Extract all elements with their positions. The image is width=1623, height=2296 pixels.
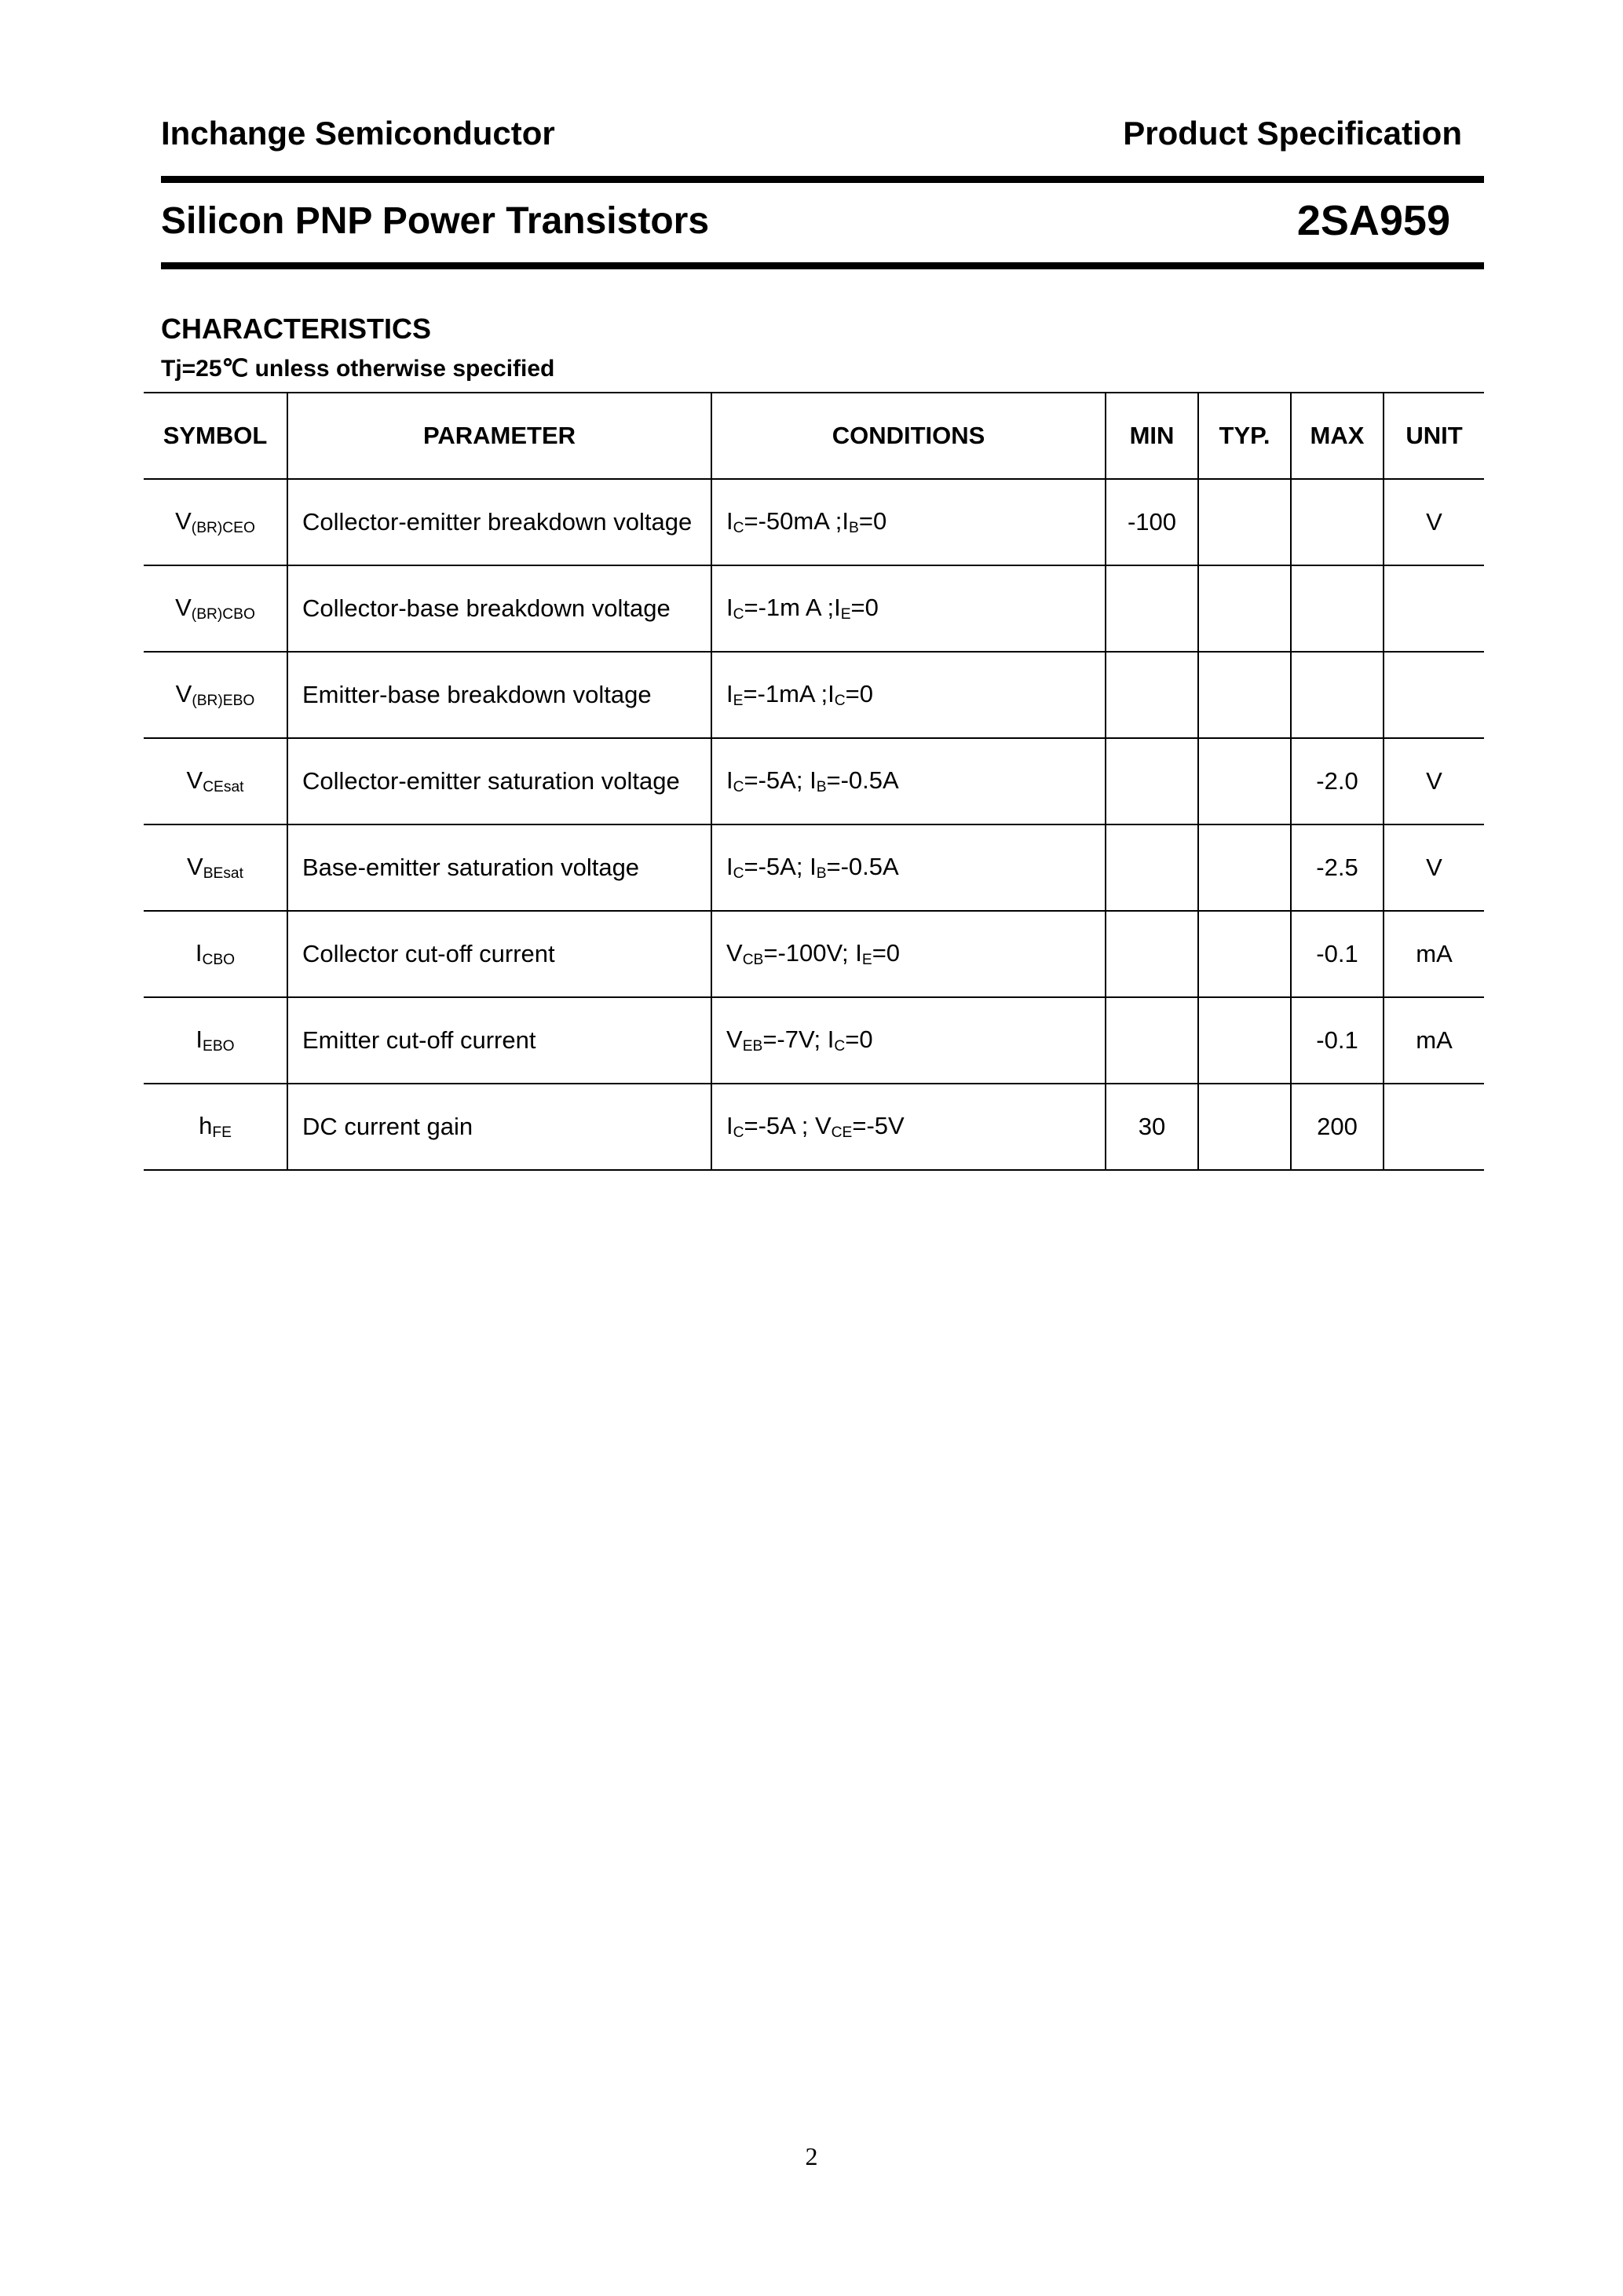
text-segment: =-0.5A — [826, 766, 899, 794]
table-row — [144, 997, 1484, 1084]
text-segment: V — [726, 1025, 743, 1053]
cell-symbol — [144, 652, 287, 738]
text-segment: =0 — [858, 506, 887, 535]
text-segment: V — [186, 766, 203, 794]
table-row — [144, 911, 1484, 997]
subscript: B — [816, 865, 827, 883]
cell-conditions — [711, 911, 1106, 997]
cell-typ — [1198, 824, 1291, 911]
cell-symbol — [144, 738, 287, 824]
cell-max: -2.0 — [1291, 738, 1384, 824]
text-segment: I — [726, 506, 733, 535]
cell-min: -100 — [1106, 479, 1198, 565]
text-segment: V — [187, 852, 203, 880]
text-segment: =-5A; I — [744, 766, 817, 794]
subscript: C — [733, 779, 744, 796]
text-segment: I — [726, 593, 733, 621]
subscript: C — [733, 606, 744, 623]
cell-conditions — [711, 997, 1106, 1084]
text-segment: h — [199, 1111, 213, 1139]
subscript: CE — [831, 1124, 853, 1142]
cell-parameter: Base-emitter saturation voltage — [287, 824, 711, 911]
cell-max — [1291, 652, 1384, 738]
table-row — [144, 565, 1484, 652]
cell-min — [1106, 738, 1198, 824]
subscript: C — [733, 1124, 744, 1142]
text-segment: =-7V; I — [762, 1025, 835, 1053]
header-conditions: CONDITIONS — [711, 393, 1106, 479]
cell-typ — [1198, 997, 1291, 1084]
cell-conditions — [711, 565, 1106, 652]
text-segment: =-100V; I — [763, 938, 862, 967]
text-segment: =-5V — [852, 1111, 905, 1139]
cell-unit — [1384, 565, 1484, 652]
product-title: Silicon PNP Power Transistors — [161, 200, 710, 242]
table-row — [144, 479, 1484, 565]
subscript: E — [733, 693, 744, 710]
text-segment: I — [195, 938, 203, 967]
text-segment: V — [175, 506, 192, 535]
cell-unit: V — [1384, 479, 1484, 565]
cell-conditions — [711, 479, 1106, 565]
cell-min — [1106, 997, 1198, 1084]
company-name: Inchange Semiconductor — [161, 115, 555, 152]
cell-conditions — [711, 824, 1106, 911]
cell-min — [1106, 652, 1198, 738]
subscript: C — [834, 1038, 846, 1055]
header-parameter: PARAMETER — [287, 393, 711, 479]
condition-note: Tj=25℃ unless otherwise specified — [161, 356, 555, 382]
text-segment: I — [726, 679, 733, 707]
cell-parameter: DC current gain — [287, 1084, 711, 1170]
text-segment: =-1m A ;I — [744, 593, 841, 621]
text-segment: =-5A ; V — [744, 1111, 832, 1139]
text-segment: V — [175, 593, 192, 621]
header-typ: TYP. — [1198, 393, 1291, 479]
cell-parameter: Emitter-base breakdown voltage — [287, 652, 711, 738]
cell-min: 30 — [1106, 1084, 1198, 1170]
cell-max: -2.5 — [1291, 824, 1384, 911]
cell-unit: mA — [1384, 911, 1484, 997]
cell-unit: V — [1384, 824, 1484, 911]
cell-unit — [1384, 652, 1484, 738]
subscript: B — [816, 779, 827, 796]
text-segment: =-0.5A — [826, 852, 899, 880]
cell-unit: V — [1384, 738, 1484, 824]
cell-symbol — [144, 824, 287, 911]
cell-symbol — [144, 911, 287, 997]
subscript: (BR)CEO — [191, 520, 255, 537]
section-title: CHARACTERISTICS — [161, 313, 432, 345]
header-max: MAX — [1291, 393, 1384, 479]
characteristics-table — [144, 392, 1484, 1171]
table-row — [144, 824, 1484, 911]
text-segment: =-1mA ;I — [743, 679, 835, 707]
subscript: EB — [742, 1038, 763, 1055]
table-body — [144, 479, 1484, 1170]
text-segment: =0 — [850, 593, 879, 621]
text-segment: I — [196, 1025, 203, 1053]
table-header-row — [144, 393, 1484, 479]
cell-max: -0.1 — [1291, 911, 1384, 997]
text-segment: V — [175, 679, 192, 707]
cell-unit: mA — [1384, 997, 1484, 1084]
text-segment: =0 — [872, 938, 901, 967]
cell-min — [1106, 565, 1198, 652]
header-min: MIN — [1106, 393, 1198, 479]
cell-conditions — [711, 1084, 1106, 1170]
cell-min — [1106, 911, 1198, 997]
table-row — [144, 652, 1484, 738]
cell-unit — [1384, 1084, 1484, 1170]
subscript: E — [840, 606, 851, 623]
text-segment: V — [726, 938, 743, 967]
text-segment: I — [726, 1111, 733, 1139]
text-segment: =-50mA ;I — [744, 506, 850, 535]
cell-parameter: Collector-emitter saturation voltage — [287, 738, 711, 824]
cell-typ — [1198, 565, 1291, 652]
cell-typ — [1198, 1084, 1291, 1170]
table-row — [144, 738, 1484, 824]
subscript: CBO — [202, 952, 236, 969]
header-divider-top — [161, 176, 1484, 183]
text-segment: =-5A; I — [744, 852, 817, 880]
header-unit: UNIT — [1384, 393, 1484, 479]
subscript: C — [733, 865, 744, 883]
cell-typ — [1198, 738, 1291, 824]
subscript: E — [861, 952, 872, 969]
header-symbol: SYMBOL — [144, 393, 287, 479]
text-segment: =0 — [845, 679, 873, 707]
cell-typ — [1198, 479, 1291, 565]
cell-symbol — [144, 479, 287, 565]
subscript: FE — [212, 1124, 232, 1142]
subscript: C — [733, 520, 744, 537]
cell-parameter: Collector-emitter breakdown voltage — [287, 479, 711, 565]
cell-symbol — [144, 565, 287, 652]
text-segment: I — [726, 766, 733, 794]
subscript: CEsat — [203, 779, 244, 796]
cell-max — [1291, 565, 1384, 652]
subscript: CB — [742, 952, 764, 969]
subscript: C — [834, 693, 846, 710]
cell-typ — [1198, 652, 1291, 738]
subscript: B — [849, 520, 859, 537]
header-divider-bottom-accent — [872, 267, 1484, 269]
subscript: EBO — [203, 1038, 235, 1055]
subscript: (BR)CBO — [191, 606, 255, 623]
cell-conditions — [711, 652, 1106, 738]
document-type: Product Specification — [1123, 115, 1462, 152]
text-segment: =0 — [845, 1025, 873, 1053]
cell-typ — [1198, 911, 1291, 997]
subscript: BEsat — [203, 865, 243, 883]
page-number: 2 — [805, 2142, 818, 2170]
part-number: 2SA959 — [1296, 197, 1450, 244]
text-segment: I — [726, 852, 733, 880]
subscript: (BR)EBO — [192, 693, 255, 710]
cell-conditions — [711, 738, 1106, 824]
cell-max — [1291, 479, 1384, 565]
cell-min — [1106, 824, 1198, 911]
cell-symbol — [144, 997, 287, 1084]
table-row — [144, 1084, 1484, 1170]
cell-parameter: Collector-base breakdown voltage — [287, 565, 711, 652]
cell-parameter: Emitter cut-off current — [287, 997, 711, 1084]
cell-max: -0.1 — [1291, 997, 1384, 1084]
cell-max: 200 — [1291, 1084, 1384, 1170]
cell-parameter: Collector cut-off current — [287, 911, 711, 997]
cell-symbol — [144, 1084, 287, 1170]
